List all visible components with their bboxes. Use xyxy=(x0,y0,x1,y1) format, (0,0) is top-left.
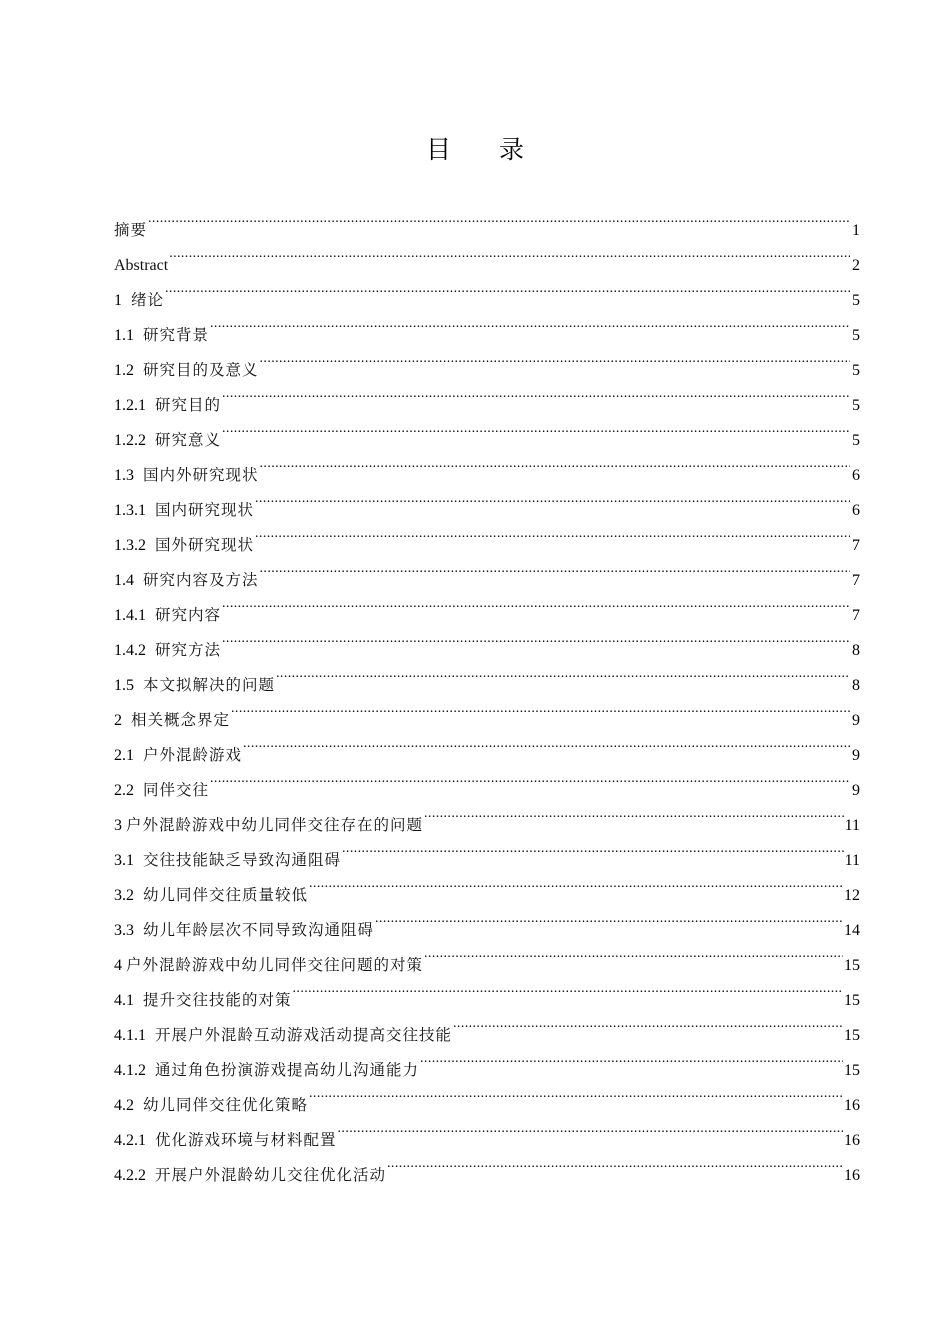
dot-leader xyxy=(148,200,850,235)
dot-leader xyxy=(222,585,850,620)
toc-entry[interactable] xyxy=(114,410,860,449)
table-of-contents xyxy=(114,200,860,1184)
entry-title: 研究内容 xyxy=(155,606,222,624)
dot-leader xyxy=(424,935,843,970)
page-number: 5 xyxy=(852,397,860,414)
dot-leader xyxy=(210,305,850,340)
dot-leader xyxy=(243,725,850,760)
toc-entry[interactable] xyxy=(114,235,860,274)
entry-title: 交往技能缺乏导致沟通阻碍 xyxy=(143,851,342,869)
dot-leader xyxy=(424,795,844,830)
toc-entry[interactable] xyxy=(114,620,860,659)
entry-title: 幼儿同伴交往优化策略 xyxy=(143,1096,309,1114)
section-number: 1.2.2 xyxy=(114,432,146,449)
page-number: 11 xyxy=(844,817,860,834)
dot-leader xyxy=(293,970,843,1005)
section-number: 1.4 xyxy=(114,572,134,589)
dot-leader xyxy=(169,235,850,270)
entry-title: 研究背景 xyxy=(143,326,210,344)
toc-entry[interactable] xyxy=(114,305,860,344)
page-number: 9 xyxy=(852,782,860,799)
entry-title: 幼儿年龄层次不同导致沟通阻碍 xyxy=(143,921,375,939)
entry-title: 提升交往技能的对策 xyxy=(143,991,292,1009)
page-number: 7 xyxy=(852,572,860,589)
section-number: 3.3 xyxy=(114,922,134,939)
page-number: 8 xyxy=(852,677,860,694)
dot-leader xyxy=(420,1040,843,1075)
page-number: 15 xyxy=(844,1027,860,1044)
toc-entry[interactable] xyxy=(114,340,860,379)
entry-title: 国内外研究现状 xyxy=(143,466,259,484)
toc-entry[interactable] xyxy=(114,585,860,624)
dot-leader xyxy=(260,550,850,585)
toc-entry[interactable] xyxy=(114,375,860,414)
page-number: 15 xyxy=(844,992,860,1009)
toc-entry[interactable] xyxy=(114,795,860,834)
entry-title: 研究内容及方法 xyxy=(143,571,259,589)
entry-title: 开展户外混龄互动游戏活动提高交往技能 xyxy=(155,1026,453,1044)
page-number: 15 xyxy=(844,957,860,974)
entry-title: 户外混龄游戏 xyxy=(143,746,243,764)
entry-title: 幼儿同伴交往质量较低 xyxy=(143,886,309,904)
page-number: 5 xyxy=(852,362,860,379)
section-number: 1.3.1 xyxy=(114,502,146,519)
dot-leader xyxy=(375,900,843,935)
toc-entry[interactable] xyxy=(114,200,860,239)
entry-title: 摘要 xyxy=(114,221,148,239)
dot-leader xyxy=(309,865,843,900)
entry-title: 相关概念界定 xyxy=(131,711,231,729)
page-number: 11 xyxy=(844,852,860,869)
section-number: 1.4.2 xyxy=(114,642,146,659)
page-number: 14 xyxy=(844,922,860,939)
dot-leader xyxy=(210,760,850,795)
section-number: 2.2 xyxy=(114,782,134,799)
entry-title: 研究方法 xyxy=(155,641,222,659)
page-number: 9 xyxy=(852,712,860,729)
section-number: 1.3.2 xyxy=(114,537,146,554)
section-number: 4.1 xyxy=(114,992,134,1009)
page-number: 9 xyxy=(852,747,860,764)
entry-title: 研究目的及意义 xyxy=(143,361,259,379)
section-number: 1.2.1 xyxy=(114,397,146,414)
section-number: 4.2.2 xyxy=(114,1167,146,1184)
dot-leader xyxy=(338,1110,843,1145)
page-number: 7 xyxy=(852,537,860,554)
page-number: 15 xyxy=(844,1062,860,1079)
page-number: 7 xyxy=(852,607,860,624)
entry-title: 同伴交往 xyxy=(143,781,210,799)
entry-title: 研究目的 xyxy=(155,396,222,414)
entry-title: 国外研究现状 xyxy=(155,536,255,554)
entry-title: Abstract xyxy=(114,257,169,274)
dot-leader xyxy=(260,445,850,480)
entry-title: 优化游戏环境与材料配置 xyxy=(155,1131,337,1149)
section-number: 3.1 xyxy=(114,852,134,869)
section-number: 1.4.1 xyxy=(114,607,146,624)
toc-entry[interactable] xyxy=(114,655,860,694)
section-number: 2.1 xyxy=(114,747,134,764)
entry-title: 开展户外混龄幼儿交往优化活动 xyxy=(155,1166,387,1184)
dot-leader xyxy=(165,270,850,305)
section-number: 4 xyxy=(114,957,122,974)
section-number: 3.2 xyxy=(114,887,134,904)
toc-entry[interactable] xyxy=(114,445,860,484)
section-number: 1.3 xyxy=(114,467,134,484)
page-number: 12 xyxy=(844,887,860,904)
page-number: 2 xyxy=(852,257,860,274)
dot-leader xyxy=(222,410,850,445)
page-number: 1 xyxy=(852,222,860,239)
page-number: 5 xyxy=(852,432,860,449)
section-number: 1.5 xyxy=(114,677,134,694)
page-number: 6 xyxy=(852,502,860,519)
section-number: 1 xyxy=(114,292,122,309)
section-number: 1.1 xyxy=(114,327,134,344)
section-number: 2 xyxy=(114,712,122,729)
dot-leader xyxy=(276,655,850,690)
section-number: 3 xyxy=(114,817,122,834)
page-number: 16 xyxy=(844,1097,860,1114)
dot-leader xyxy=(342,830,844,865)
page-number: 5 xyxy=(852,327,860,344)
dot-leader xyxy=(255,480,850,515)
page-number: 16 xyxy=(844,1132,860,1149)
entry-title: 国内研究现状 xyxy=(155,501,255,519)
entry-title: 研究意义 xyxy=(155,431,222,449)
page-number: 16 xyxy=(844,1167,860,1184)
entry-title: 通过角色扮演游戏提高幼儿沟通能力 xyxy=(155,1061,420,1079)
section-number: 4.1.1 xyxy=(114,1027,146,1044)
dot-leader xyxy=(222,620,850,655)
toc-entry[interactable] xyxy=(114,760,860,799)
page-number: 6 xyxy=(852,467,860,484)
entry-title: 本文拟解决的问题 xyxy=(143,676,276,694)
section-number: 1.2 xyxy=(114,362,134,379)
section-number: 4.1.2 xyxy=(114,1062,146,1079)
dot-leader xyxy=(309,1075,843,1110)
page-number: 8 xyxy=(852,642,860,659)
section-number: 4.2 xyxy=(114,1097,134,1114)
dot-leader xyxy=(387,1145,843,1180)
dot-leader xyxy=(222,375,850,410)
entry-title: 户外混龄游戏中幼儿同伴交往存在的问题 xyxy=(126,816,424,834)
dot-leader xyxy=(231,690,850,725)
dot-leader xyxy=(453,1005,843,1040)
toc-entry[interactable] xyxy=(114,270,860,309)
toc-title: 目 录 xyxy=(426,135,544,164)
dot-leader xyxy=(255,515,850,550)
entry-title: 户外混龄游戏中幼儿同伴交往问题的对策 xyxy=(126,956,424,974)
section-number: 4.2.1 xyxy=(114,1132,146,1149)
dot-leader xyxy=(260,340,850,375)
entry-title: 绪论 xyxy=(131,291,165,309)
page-number: 5 xyxy=(852,292,860,309)
